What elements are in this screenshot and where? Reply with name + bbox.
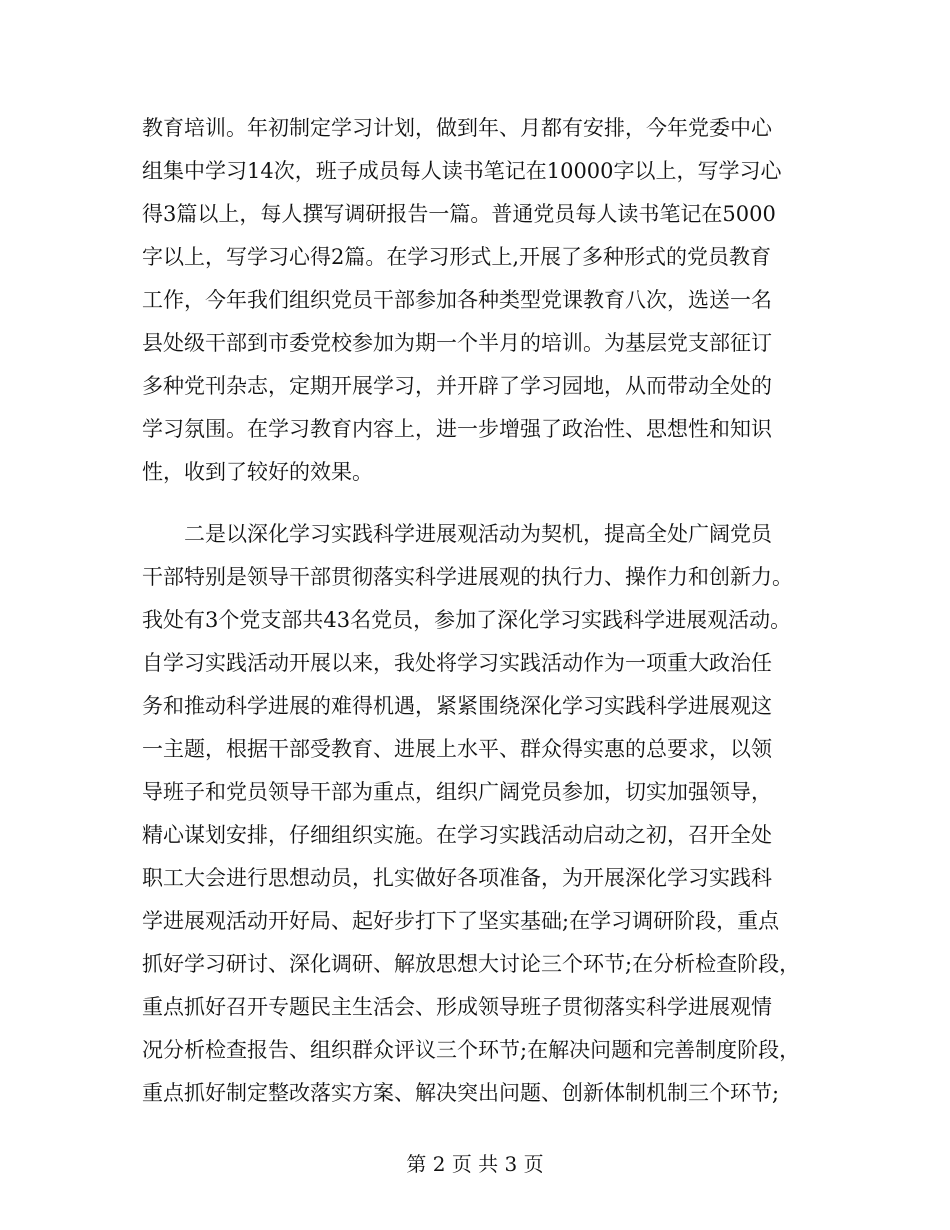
- text-line: 一主题，根据干部受教育、进展上水平、群众得实惠的总要求，以领: [142, 737, 772, 761]
- text-line: 二是以深化学习实践科学进展观活动为契机，提高全处广阔党员: [184, 522, 772, 546]
- text-line: 得3篇以上，每人撰写调研报告一篇。普通党员每人读书笔记在5000: [142, 202, 776, 226]
- text-line: 导班子和党员领导干部为重点，组织广阔党员参加，切实加强领导，: [142, 780, 772, 804]
- text-line: 干部特别是领导干部贯彻落实科学进展观的执行力、操作力和创新力。: [142, 565, 793, 589]
- text-line: 教育培训。年初制定学习计划，做到年、月都有安排，今年党委中心: [142, 116, 772, 140]
- text-line: 性，收到了较好的效果。: [142, 460, 373, 484]
- text-line: 况分析检查报告、组织群众评议三个环节;在解决问题和完善制度阶段，: [142, 1038, 801, 1062]
- text-line: 重点抓好召开专题民主生活会、形成领导班子贯彻落实科学进展观情: [142, 995, 772, 1019]
- text-line: 字以上，写学习心得2篇。在学习形式上,开展了多种形式的党员教育: [142, 245, 772, 269]
- text-line: 我处有3个党支部共43名党员，参加了深化学习实践科学进展观活动。: [142, 608, 792, 632]
- text-line: 自学习实践活动开展以来，我处将学习实践活动作为一项重大政治任: [142, 651, 772, 675]
- text-line: 务和推动科学进展的难得机遇，紧紧围绕深化学习实践科学进展观这: [142, 694, 772, 718]
- text-line: 学进展观活动开好局、起好步打下了坚实基础;在学习调研阶段，重点: [142, 909, 780, 933]
- text-line: 抓好学习研讨、深化调研、解放思想大讨论三个环节;在分析检查阶段，: [142, 952, 801, 976]
- page-number-footer: 第 2 页 共 3 页: [406, 1152, 544, 1176]
- text-line: 重点抓好制定整改落实方案、解决突出问题、创新体制机制三个环节;: [142, 1081, 780, 1105]
- text-line: 组集中学习14次，班子成员每人读书笔记在10000字以上，写学习心: [142, 159, 782, 183]
- text-line: 多种党刊杂志，定期开展学习，并开辟了学习园地，从而带动全处的: [142, 374, 772, 398]
- text-line: 学习氛围。在学习教育内容上，进一步增强了政治性、思想性和知识: [142, 417, 772, 441]
- text-line: 工作，今年我们组织党员干部参加各种类型党课教育八次，选送一名: [142, 288, 772, 312]
- text-line: 精心谋划安排，仔细组织实施。在学习实践活动启动之初，召开全处: [142, 823, 772, 847]
- text-line: 县处级干部到市委党校参加为期一个半月的培训。为基层党支部征订: [142, 331, 772, 355]
- text-line: 职工大会进行思想动员，扎实做好各项准备，为开展深化学习实践科: [142, 866, 772, 890]
